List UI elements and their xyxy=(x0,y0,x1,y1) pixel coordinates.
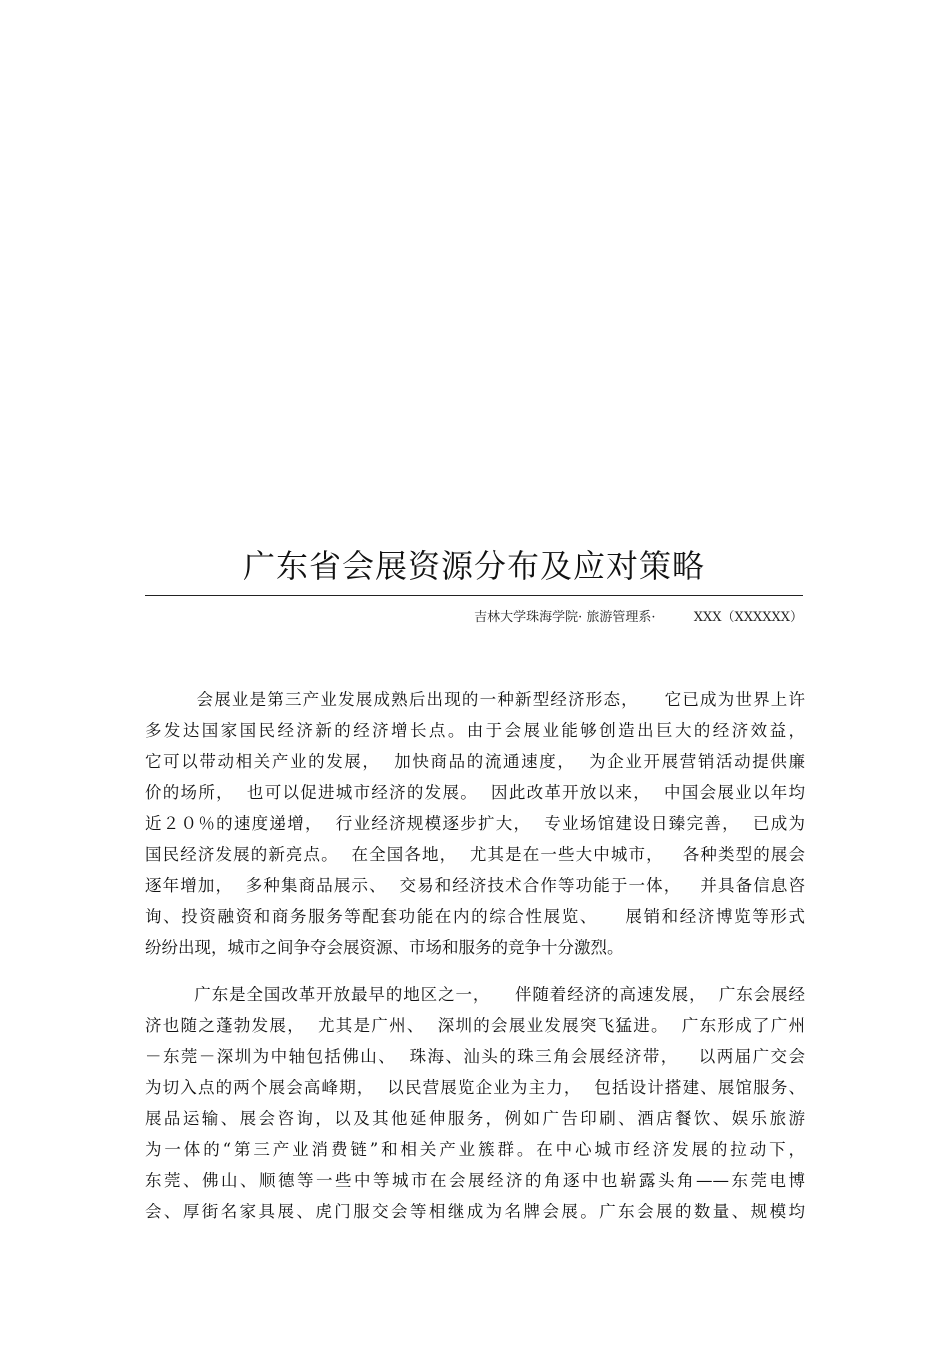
author-name: XXX（XXXXXX） xyxy=(693,610,803,625)
text-line: 价的场所， 也可以促进城市经济的发展。 因此改革开放以来， 中国会展业以年均 xyxy=(145,783,805,802)
text-line: 展品运输、展会咨询，以及其他延伸服务，例如广告印刷、酒店餐饮、娱乐旅游 xyxy=(145,1109,805,1128)
text-line: 逐年增加， 多种集商品展示、 交易和经济技术合作等功能于一体， 并具备信息咨 xyxy=(145,876,805,895)
text-line: 东莞、佛山、顺德等一些中等城市在会展经济的角逐中也崭露头角——东莞电博 xyxy=(145,1171,805,1190)
paragraph-1 xyxy=(145,684,805,963)
text-line: 为一体的“第三产业消费链”和相关产业簇群。在中心城市经济发展的拉动下， xyxy=(145,1140,805,1159)
text-line: 它可以带动相关产业的发展， 加快商品的流通速度， 为企业开展营销活动提供廉 xyxy=(145,752,805,771)
text-line: －东莞－深圳为中轴包括佛山、 珠海、汕头的珠三角会展经济带， 以两届广交会 xyxy=(145,1047,805,1066)
author-byline xyxy=(474,608,803,628)
document-title: 广东省会展资源分布及应对策略 xyxy=(242,547,705,585)
paragraph-2 xyxy=(145,979,805,1227)
text-line: 纷纷出现，城市之间争夺会展资源、市场和服务的竞争十分激烈。 xyxy=(145,938,624,957)
text-line: 会展业是第三产业发展成熟后出现的一种新型经济形态， 它已成为世界上许 xyxy=(145,690,805,709)
text-line: 多发达国家国民经济新的经济增长点。由于会展业能够创造出巨大的经济效益， xyxy=(145,721,805,740)
text-line: 为切入点的两个展会高峰期， 以民营展览企业为主力， 包括设计搭建、展馆服务、 xyxy=(145,1078,805,1097)
title-divider xyxy=(145,595,803,596)
text-line: 近２０％的速度递增， 行业经济规模逐步扩大， 专业场馆建设日臻完善， 已成为 xyxy=(145,814,805,833)
text-line: 询、投资融资和商务服务等配套功能在内的综合性展览、 展销和经济博览等形式 xyxy=(145,907,805,926)
author-affiliation: 吉林大学珠海学院· 旅游管理系· xyxy=(474,610,656,625)
text-line: 会、厚街名家具展、虎门服交会等相继成为名牌会展。广东会展的数量、规模均 xyxy=(145,1202,805,1221)
text-line: 广东是全国改革开放最早的地区之一， 伴随着经济的高速发展， 广东会展经 xyxy=(145,985,805,1004)
text-line: 济也随之蓬勃发展， 尤其是广州、 深圳的会展业发展突飞猛进。 广东形成了广州 xyxy=(145,1016,805,1035)
text-line: 国民经济发展的新亮点。 在全国各地， 尤其是在一些大中城市， 各种类型的展会 xyxy=(145,845,805,864)
